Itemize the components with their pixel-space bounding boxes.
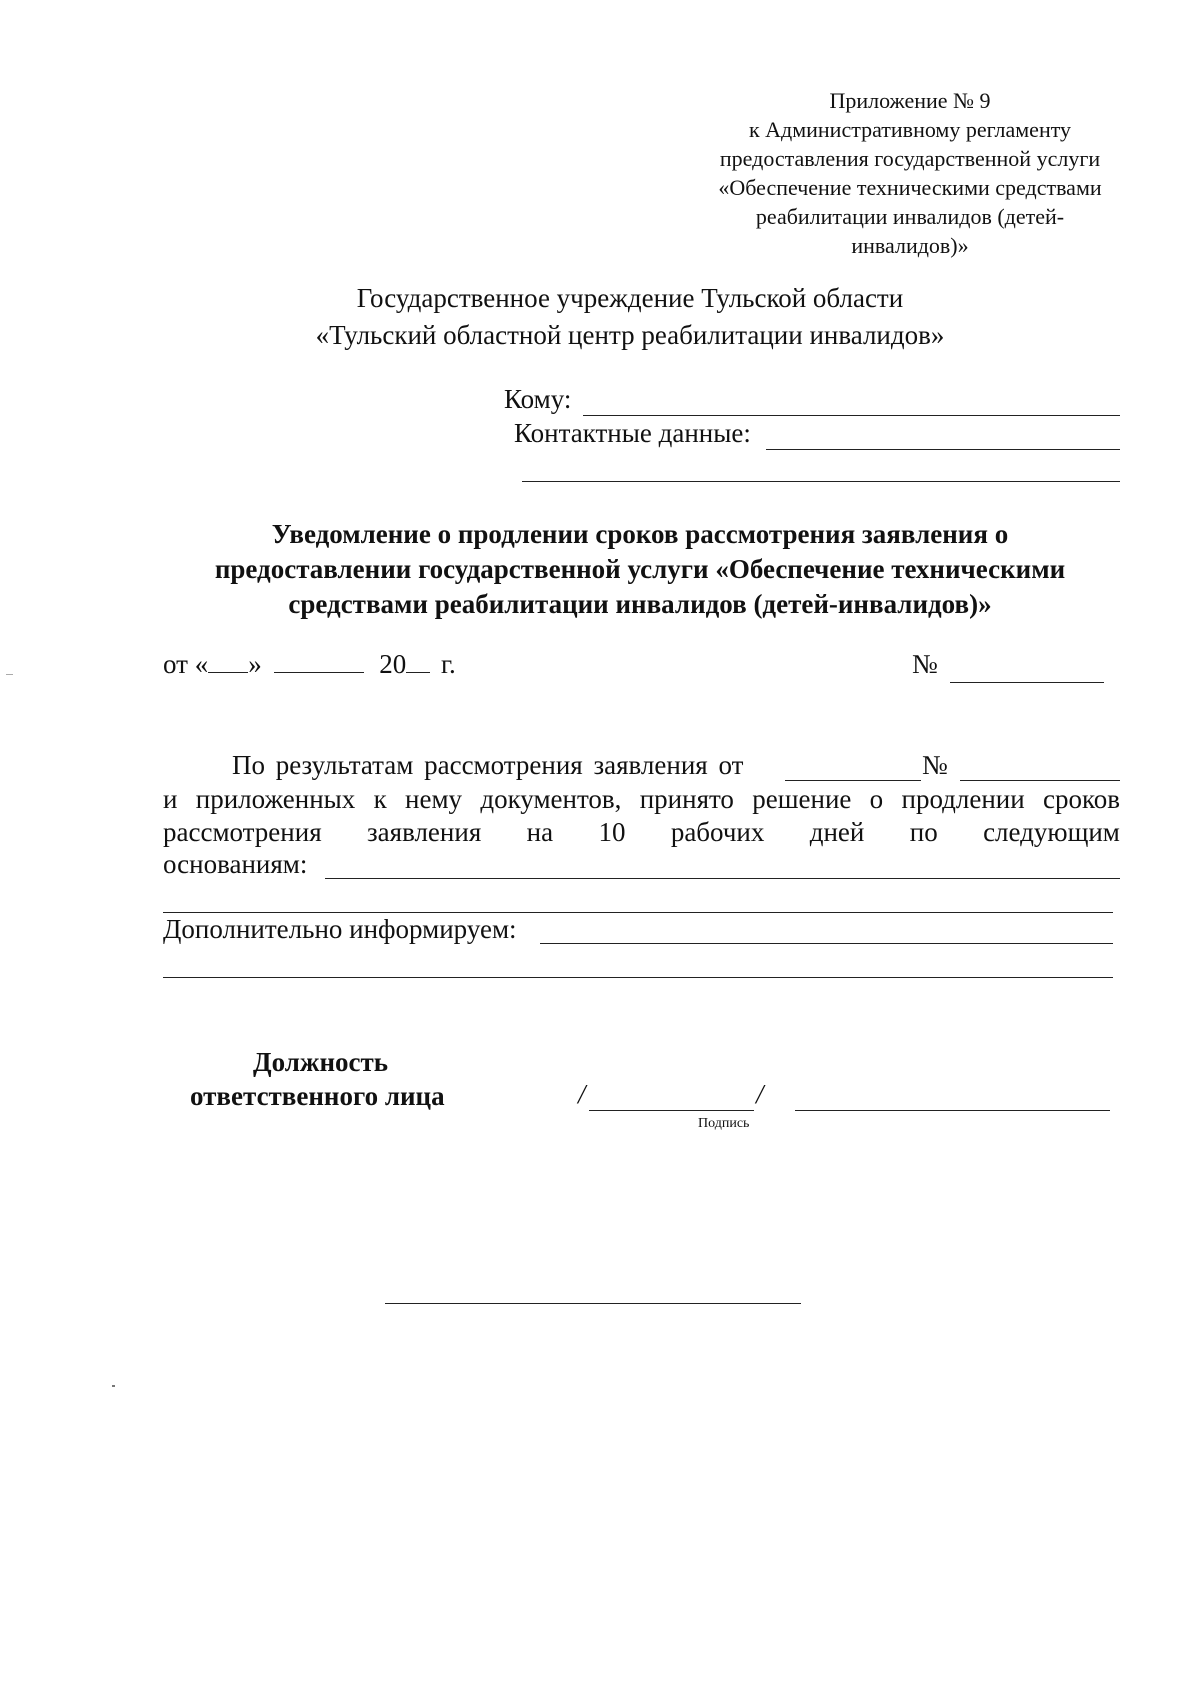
year-field[interactable]	[406, 672, 430, 673]
position-title-line-1: Должность	[253, 1047, 389, 1077]
grounds-field[interactable]	[325, 878, 1120, 879]
appendix-line: предоставления государственной услуги	[719, 146, 1101, 171]
to-label: Кому:	[504, 384, 572, 414]
institution-name	[200, 280, 1060, 354]
grounds-label: основаниям:	[163, 849, 308, 879]
p1-word: рабочих	[670, 817, 765, 847]
contacts-label: Контактные данные:	[514, 418, 751, 448]
application-date-field[interactable]	[785, 780, 921, 781]
signature-slash-left: /	[578, 1079, 586, 1109]
date-quote-close: »	[248, 649, 262, 679]
date-from-label: от «	[163, 649, 209, 679]
institution-line-1: Государственное учреждение Тульской области	[356, 283, 904, 313]
p1-word: по	[909, 817, 938, 847]
year-prefix: 20	[379, 649, 407, 679]
title-line: предоставлении государственной услуги «Обеспечение техническими	[214, 554, 1066, 584]
paragraph-line-3	[163, 817, 1120, 848]
p1-word: 10	[598, 817, 626, 847]
application-number-field[interactable]	[960, 780, 1120, 781]
date-row	[163, 649, 456, 680]
application-number-label: №	[922, 750, 948, 780]
appendix-line: Приложение № 9	[829, 88, 991, 113]
contacts-field-line-2[interactable]	[522, 481, 1120, 482]
additional-label: Дополнительно информируем:	[163, 914, 517, 944]
scan-speck	[112, 1385, 115, 1387]
day-field[interactable]	[208, 672, 248, 673]
appendix-line: «Обеспечение техническими средствами	[718, 175, 1102, 200]
p1-word: следующим	[983, 817, 1120, 847]
p1-word: рассмотрения	[163, 817, 322, 847]
institution-line-2: «Тульский областной центр реабилитации инвалидов»	[315, 320, 945, 350]
p1-word: дней	[809, 817, 865, 847]
paragraph-line-1	[232, 750, 743, 781]
number-field[interactable]	[950, 682, 1104, 683]
signature-field[interactable]	[589, 1110, 754, 1111]
year-suffix: г.	[440, 649, 456, 679]
signature-caption: Подпись	[698, 1116, 750, 1131]
title-line: средствами реабилитации инвалидов (детей-инвалидов)»	[288, 589, 992, 619]
p1-word: на	[526, 817, 554, 847]
scan-speck	[6, 674, 13, 675]
appendix-line: к Административному регламенту	[748, 117, 1072, 142]
full-name-field[interactable]	[795, 1110, 1110, 1111]
appendix-header	[690, 86, 1130, 260]
paragraph-line-2: и приложенных к нему документов, принято решение о продлении сроков	[163, 784, 1120, 814]
grounds-field-line-2[interactable]	[163, 912, 1113, 913]
p1-start-text: По результатам рассмотрения заявления от	[232, 750, 744, 780]
position-title-line-2: ответственного лица	[190, 1081, 445, 1111]
signature-slash-right: /	[756, 1079, 764, 1109]
to-field[interactable]	[583, 415, 1120, 416]
additional-field-line-2[interactable]	[163, 977, 1113, 978]
footer-divider	[385, 1303, 801, 1304]
p1-word: заявления	[367, 817, 482, 847]
appendix-line: инвалидов)»	[851, 233, 969, 258]
contacts-field[interactable]	[766, 449, 1120, 450]
appendix-line: реабилитации инвалидов (детей-	[755, 204, 1065, 229]
notice-title	[160, 517, 1120, 622]
number-label: №	[912, 649, 938, 679]
month-field[interactable]	[274, 672, 364, 673]
additional-field[interactable]	[540, 943, 1113, 944]
title-line: Уведомление о продлении сроков рассмотрения заявления о	[271, 519, 1009, 549]
